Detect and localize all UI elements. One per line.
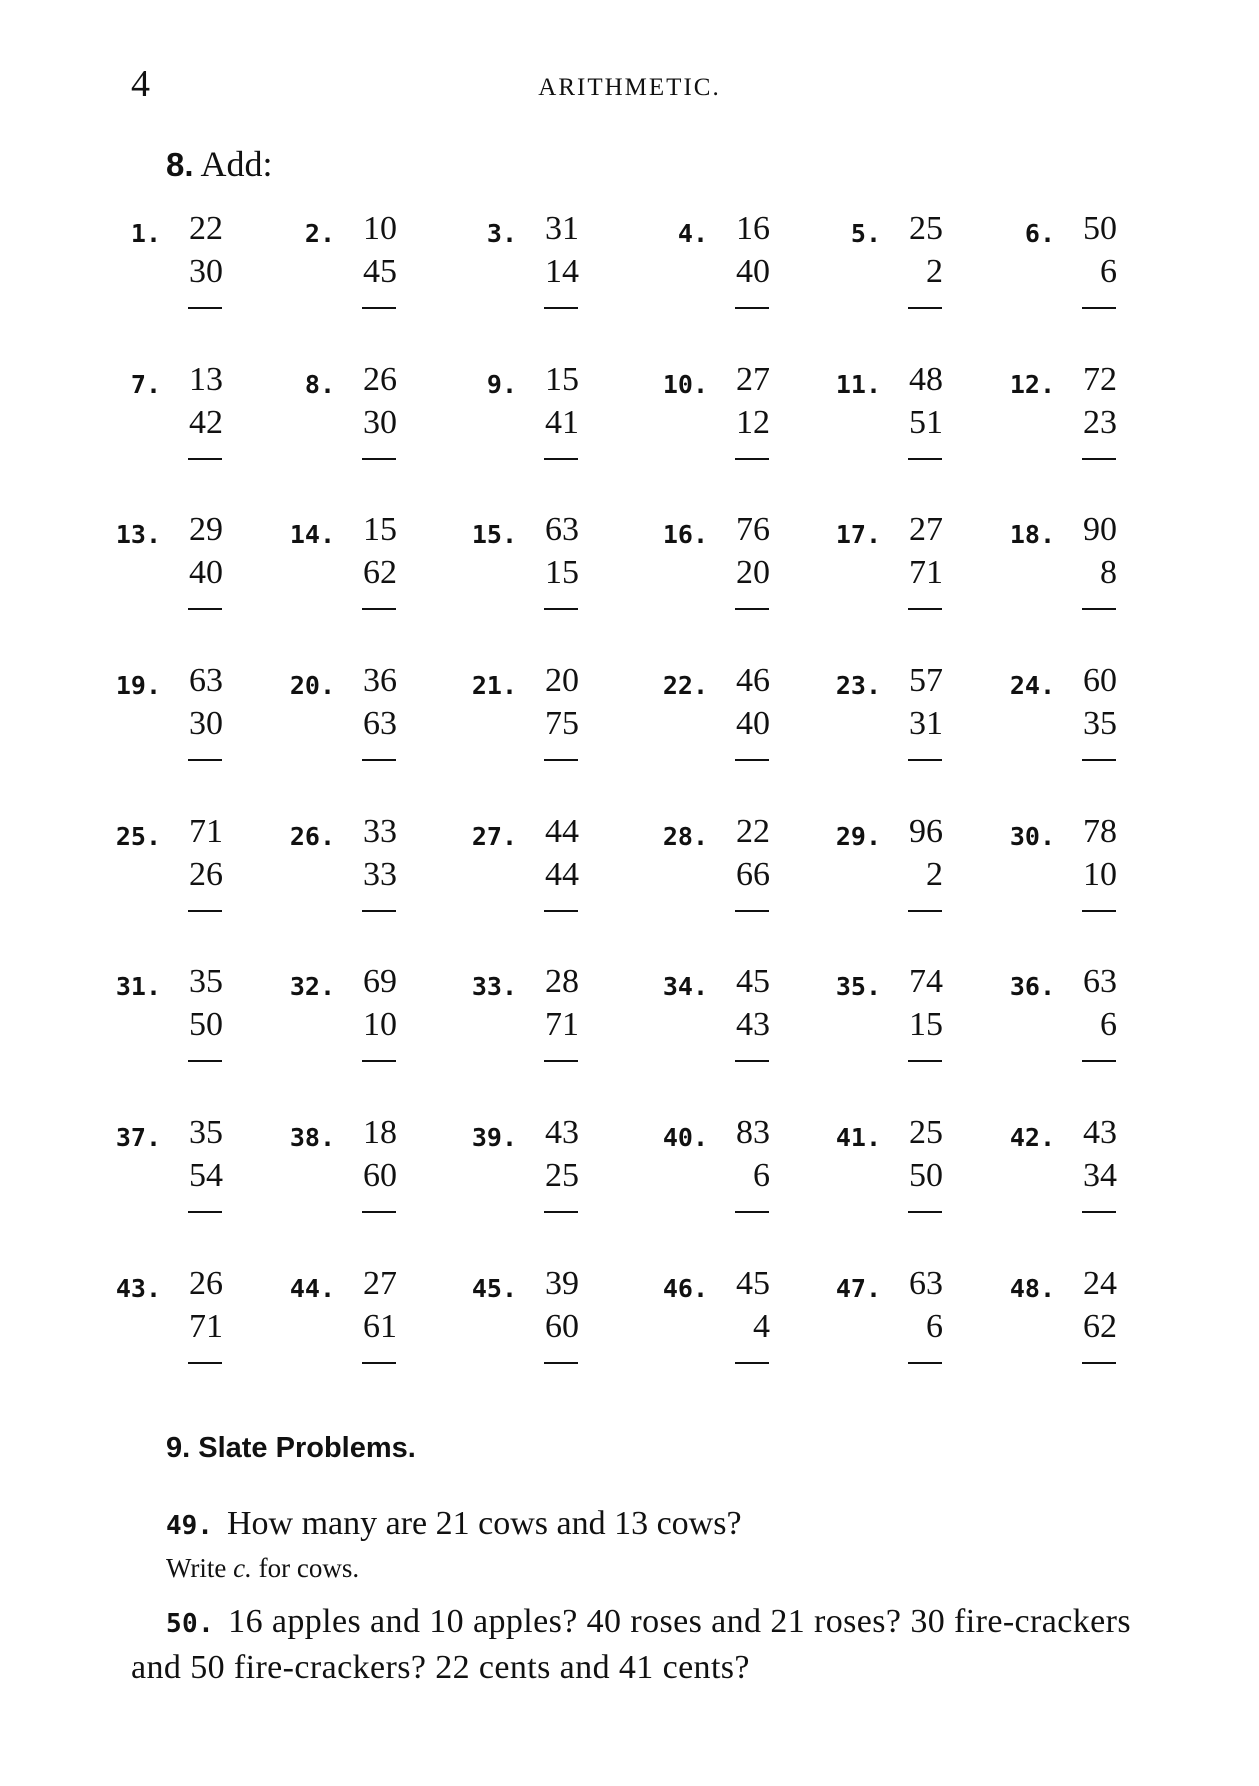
addition-problem xyxy=(459,356,579,466)
addition-problem xyxy=(459,958,579,1068)
sum-line xyxy=(908,1211,942,1213)
addend-top: 15 xyxy=(363,511,397,548)
addition-problem xyxy=(103,657,223,767)
problem-number: 2. xyxy=(304,219,335,248)
problem-number: 46. xyxy=(662,1274,708,1303)
addend-bottom: 66 xyxy=(736,856,770,893)
addend-bottom: 14 xyxy=(545,253,579,290)
sum-line xyxy=(1082,1362,1116,1364)
addend-top: 15 xyxy=(545,361,579,398)
problem-number: 27. xyxy=(471,822,517,851)
addend-top: 25 xyxy=(909,210,943,247)
addend-top: 13 xyxy=(189,361,223,398)
addition-problem xyxy=(103,958,223,1068)
addition-problem xyxy=(823,506,943,616)
section-8-title: Add: xyxy=(200,144,273,184)
sum-line xyxy=(1082,910,1116,912)
addition-problem xyxy=(277,657,397,767)
sum-line xyxy=(544,1211,578,1213)
problem-number: 17. xyxy=(835,520,881,549)
problem-number: 9. xyxy=(486,370,517,399)
question-50-text: 16 apples and 10 apples? 40 roses and 21 roses? 30 fire-crackers and 50 fire-crackers? 22 cents and 41 cents? xyxy=(131,1603,1131,1686)
addend-top: 63 xyxy=(189,662,223,699)
addend-top: 27 xyxy=(736,361,770,398)
addition-problem xyxy=(277,1260,397,1370)
problem-number: 3. xyxy=(486,219,517,248)
sum-line xyxy=(735,1211,769,1213)
addend-bottom: 34 xyxy=(1083,1157,1117,1194)
addend-bottom: 40 xyxy=(736,253,770,290)
addition-problem xyxy=(459,808,579,918)
addend-top: 96 xyxy=(909,813,943,850)
question-49-number: 49. xyxy=(166,1511,213,1541)
addend-top: 45 xyxy=(736,963,770,1000)
problem-number: 44. xyxy=(289,1274,335,1303)
problem-number: 31. xyxy=(115,972,161,1001)
sum-line xyxy=(735,1060,769,1062)
addition-problem xyxy=(823,958,943,1068)
addend-top: 31 xyxy=(545,210,579,247)
addition-problem xyxy=(650,808,770,918)
addend-top: 25 xyxy=(909,1114,943,1151)
addend-bottom: 43 xyxy=(736,1006,770,1043)
sum-line xyxy=(735,910,769,912)
addition-problem xyxy=(650,205,770,315)
addend-top: 22 xyxy=(189,210,223,247)
problem-number: 45. xyxy=(471,1274,517,1303)
addition-problem xyxy=(650,657,770,767)
sum-line xyxy=(735,458,769,460)
problem-number: 21. xyxy=(471,671,517,700)
problem-number: 6. xyxy=(1024,219,1055,248)
addend-top: 78 xyxy=(1083,813,1117,850)
addition-problem xyxy=(277,356,397,466)
addend-top: 18 xyxy=(363,1114,397,1151)
addition-problem xyxy=(997,506,1117,616)
addend-bottom: 60 xyxy=(545,1308,579,1345)
section-8-number: 8. xyxy=(166,146,194,183)
addend-top: 43 xyxy=(545,1114,579,1151)
addend-top: 16 xyxy=(736,210,770,247)
addend-top: 69 xyxy=(363,963,397,1000)
addition-problem xyxy=(997,1109,1117,1219)
section-9-title: Slate Problems. xyxy=(198,1432,416,1464)
addend-top: 76 xyxy=(736,511,770,548)
problem-number: 23. xyxy=(835,671,881,700)
addend-top: 26 xyxy=(363,361,397,398)
addition-problem xyxy=(459,1109,579,1219)
addend-bottom: 6 xyxy=(753,1157,770,1194)
addend-bottom: 50 xyxy=(189,1006,223,1043)
addend-bottom: 12 xyxy=(736,404,770,441)
problem-number: 34. xyxy=(662,972,708,1001)
problem-number: 33. xyxy=(471,972,517,1001)
problem-number: 37. xyxy=(115,1123,161,1152)
addend-top: 72 xyxy=(1083,361,1117,398)
addend-top: 29 xyxy=(189,511,223,548)
addend-top: 50 xyxy=(1083,210,1117,247)
sum-line xyxy=(544,458,578,460)
addition-problem xyxy=(823,808,943,918)
addend-top: 33 xyxy=(363,813,397,850)
sum-line xyxy=(188,608,222,610)
sum-line xyxy=(735,608,769,610)
addition-problem xyxy=(277,958,397,1068)
addition-problem xyxy=(103,205,223,315)
sum-line xyxy=(544,307,578,309)
addend-bottom: 30 xyxy=(189,705,223,742)
addition-problem xyxy=(103,506,223,616)
problem-number: 25. xyxy=(115,822,161,851)
sum-line xyxy=(188,307,222,309)
running-head: ARITHMETIC. xyxy=(538,74,721,101)
sum-line xyxy=(362,1362,396,1364)
question-49-text: How many are 21 cows and 13 cows? xyxy=(226,1505,742,1542)
addend-top: 60 xyxy=(1083,662,1117,699)
addend-top: 39 xyxy=(545,1265,579,1302)
problem-number: 12. xyxy=(1009,370,1055,399)
addend-bottom: 2 xyxy=(926,856,943,893)
problem-number: 7. xyxy=(130,370,161,399)
addition-problem xyxy=(997,958,1117,1068)
addend-bottom: 63 xyxy=(363,705,397,742)
addend-bottom: 30 xyxy=(189,253,223,290)
sum-line xyxy=(188,1362,222,1364)
addition-problem xyxy=(997,657,1117,767)
sum-line xyxy=(362,307,396,309)
problem-number: 16. xyxy=(662,520,708,549)
addend-top: 63 xyxy=(909,1265,943,1302)
addend-bottom: 6 xyxy=(926,1308,943,1345)
addend-bottom: 51 xyxy=(909,404,943,441)
addition-problem xyxy=(459,506,579,616)
question-50 xyxy=(131,1600,1131,1690)
problem-number: 8. xyxy=(304,370,335,399)
sum-line xyxy=(908,1362,942,1364)
problem-number: 41. xyxy=(835,1123,881,1152)
problem-number: 15. xyxy=(471,520,517,549)
problem-number: 24. xyxy=(1009,671,1055,700)
addition-problem xyxy=(997,356,1117,466)
sum-line xyxy=(188,458,222,460)
problem-number: 19. xyxy=(115,671,161,700)
sum-line xyxy=(908,910,942,912)
sum-line xyxy=(735,1362,769,1364)
problem-number: 38. xyxy=(289,1123,335,1152)
addend-bottom: 60 xyxy=(363,1157,397,1194)
section-9-number: 9. xyxy=(166,1432,191,1464)
sum-line xyxy=(188,910,222,912)
problem-number: 22. xyxy=(662,671,708,700)
addend-top: 27 xyxy=(909,511,943,548)
sum-line xyxy=(1082,608,1116,610)
addend-bottom: 62 xyxy=(1083,1308,1117,1345)
addition-problem xyxy=(823,657,943,767)
addend-top: 35 xyxy=(189,963,223,1000)
addend-bottom: 41 xyxy=(545,404,579,441)
addend-top: 57 xyxy=(909,662,943,699)
note-prefix: Write xyxy=(166,1553,234,1583)
addend-bottom: 25 xyxy=(545,1157,579,1194)
problem-number: 47. xyxy=(835,1274,881,1303)
addition-problem xyxy=(103,1260,223,1370)
sum-line xyxy=(1082,1211,1116,1213)
addition-problem xyxy=(103,356,223,466)
addition-problem xyxy=(650,1109,770,1219)
addend-bottom: 71 xyxy=(189,1308,223,1345)
addend-top: 83 xyxy=(736,1114,770,1151)
sum-line xyxy=(544,1060,578,1062)
addition-problem xyxy=(459,205,579,315)
sum-line xyxy=(1082,759,1116,761)
problem-number: 1. xyxy=(130,219,161,248)
sum-line xyxy=(188,759,222,761)
addition-problem xyxy=(459,657,579,767)
addition-problem xyxy=(277,1109,397,1219)
addend-top: 45 xyxy=(736,1265,770,1302)
note-abbrev: c. xyxy=(233,1553,252,1583)
addition-problem xyxy=(650,958,770,1068)
addend-top: 44 xyxy=(545,813,579,850)
problem-number: 18. xyxy=(1009,520,1055,549)
addend-bottom: 15 xyxy=(545,554,579,591)
problem-number: 5. xyxy=(850,219,881,248)
addend-bottom: 35 xyxy=(1083,705,1117,742)
addend-top: 71 xyxy=(189,813,223,850)
addend-bottom: 30 xyxy=(363,404,397,441)
sum-line xyxy=(362,1060,396,1062)
addition-problem xyxy=(277,205,397,315)
sum-line xyxy=(544,608,578,610)
addend-bottom: 71 xyxy=(545,1006,579,1043)
addend-bottom: 33 xyxy=(363,856,397,893)
addend-bottom: 8 xyxy=(1100,554,1117,591)
problem-number: 29. xyxy=(835,822,881,851)
addition-problem xyxy=(650,506,770,616)
addend-top: 10 xyxy=(363,210,397,247)
addend-bottom: 40 xyxy=(189,554,223,591)
problem-number: 30. xyxy=(1009,822,1055,851)
addend-bottom: 75 xyxy=(545,705,579,742)
addend-bottom: 10 xyxy=(1083,856,1117,893)
sum-line xyxy=(544,1362,578,1364)
sum-line xyxy=(908,307,942,309)
addend-bottom: 15 xyxy=(909,1006,943,1043)
addend-bottom: 10 xyxy=(363,1006,397,1043)
addend-bottom: 26 xyxy=(189,856,223,893)
problem-number: 4. xyxy=(677,219,708,248)
addition-problem xyxy=(459,1260,579,1370)
addend-top: 28 xyxy=(545,963,579,1000)
note-suffix: for cows. xyxy=(251,1553,360,1583)
addition-problem xyxy=(103,808,223,918)
sum-line xyxy=(1082,307,1116,309)
problem-number: 32. xyxy=(289,972,335,1001)
addition-problem xyxy=(997,1260,1117,1370)
addend-bottom: 4 xyxy=(753,1308,770,1345)
sum-line xyxy=(1082,458,1116,460)
addend-bottom: 62 xyxy=(363,554,397,591)
sum-line xyxy=(188,1211,222,1213)
addend-top: 20 xyxy=(545,662,579,699)
addend-bottom: 6 xyxy=(1100,253,1117,290)
sum-line xyxy=(908,608,942,610)
sum-line xyxy=(362,458,396,460)
problem-number: 13. xyxy=(115,520,161,549)
question-49-note xyxy=(166,1553,359,1584)
addend-bottom: 42 xyxy=(189,404,223,441)
addend-top: 90 xyxy=(1083,511,1117,548)
addend-top: 63 xyxy=(1083,963,1117,1000)
sum-line xyxy=(362,1211,396,1213)
addend-top: 27 xyxy=(363,1265,397,1302)
addend-bottom: 6 xyxy=(1100,1006,1117,1043)
addend-bottom: 31 xyxy=(909,705,943,742)
sum-line xyxy=(735,759,769,761)
addend-top: 24 xyxy=(1083,1265,1117,1302)
addition-problem xyxy=(997,808,1117,918)
addend-bottom: 20 xyxy=(736,554,770,591)
question-50-number: 50. xyxy=(166,1609,215,1639)
addend-top: 22 xyxy=(736,813,770,850)
addend-bottom: 23 xyxy=(1083,404,1117,441)
sum-line xyxy=(362,910,396,912)
addend-bottom: 44 xyxy=(545,856,579,893)
problem-number: 43. xyxy=(115,1274,161,1303)
addend-bottom: 50 xyxy=(909,1157,943,1194)
section-9-heading xyxy=(166,1432,416,1465)
addend-top: 35 xyxy=(189,1114,223,1151)
addend-bottom: 40 xyxy=(736,705,770,742)
problem-number: 35. xyxy=(835,972,881,1001)
addition-problem xyxy=(103,1109,223,1219)
problem-number: 28. xyxy=(662,822,708,851)
addend-bottom: 61 xyxy=(363,1308,397,1345)
addend-top: 74 xyxy=(909,963,943,1000)
addend-top: 26 xyxy=(189,1265,223,1302)
addition-problem xyxy=(997,205,1117,315)
problem-number: 14. xyxy=(289,520,335,549)
addition-problem xyxy=(823,1260,943,1370)
sum-line xyxy=(908,759,942,761)
addition-problem xyxy=(823,205,943,315)
addition-problem xyxy=(650,1260,770,1370)
addition-problem xyxy=(650,356,770,466)
sum-line xyxy=(1082,1060,1116,1062)
problem-number: 20. xyxy=(289,671,335,700)
page-number: 4 xyxy=(131,63,150,105)
problem-number: 48. xyxy=(1009,1274,1055,1303)
addition-problem xyxy=(277,506,397,616)
question-49 xyxy=(166,1505,742,1543)
sum-line xyxy=(544,910,578,912)
addend-top: 63 xyxy=(545,511,579,548)
addend-bottom: 2 xyxy=(926,253,943,290)
addend-bottom: 45 xyxy=(363,253,397,290)
sum-line xyxy=(362,759,396,761)
problem-number: 39. xyxy=(471,1123,517,1152)
sum-line xyxy=(908,458,942,460)
addition-problem xyxy=(277,808,397,918)
addend-top: 46 xyxy=(736,662,770,699)
addend-bottom: 54 xyxy=(189,1157,223,1194)
sum-line xyxy=(908,1060,942,1062)
addend-top: 36 xyxy=(363,662,397,699)
problem-number: 26. xyxy=(289,822,335,851)
problem-number: 36. xyxy=(1009,972,1055,1001)
sum-line xyxy=(735,307,769,309)
sum-line xyxy=(188,1060,222,1062)
problem-number: 40. xyxy=(662,1123,708,1152)
problem-number: 42. xyxy=(1009,1123,1055,1152)
addend-bottom: 71 xyxy=(909,554,943,591)
sum-line xyxy=(362,608,396,610)
problem-number: 10. xyxy=(662,370,708,399)
addition-problem xyxy=(823,1109,943,1219)
addition-problem xyxy=(823,356,943,466)
addend-top: 48 xyxy=(909,361,943,398)
addend-top: 43 xyxy=(1083,1114,1117,1151)
problem-number: 11. xyxy=(835,370,881,399)
sum-line xyxy=(544,759,578,761)
